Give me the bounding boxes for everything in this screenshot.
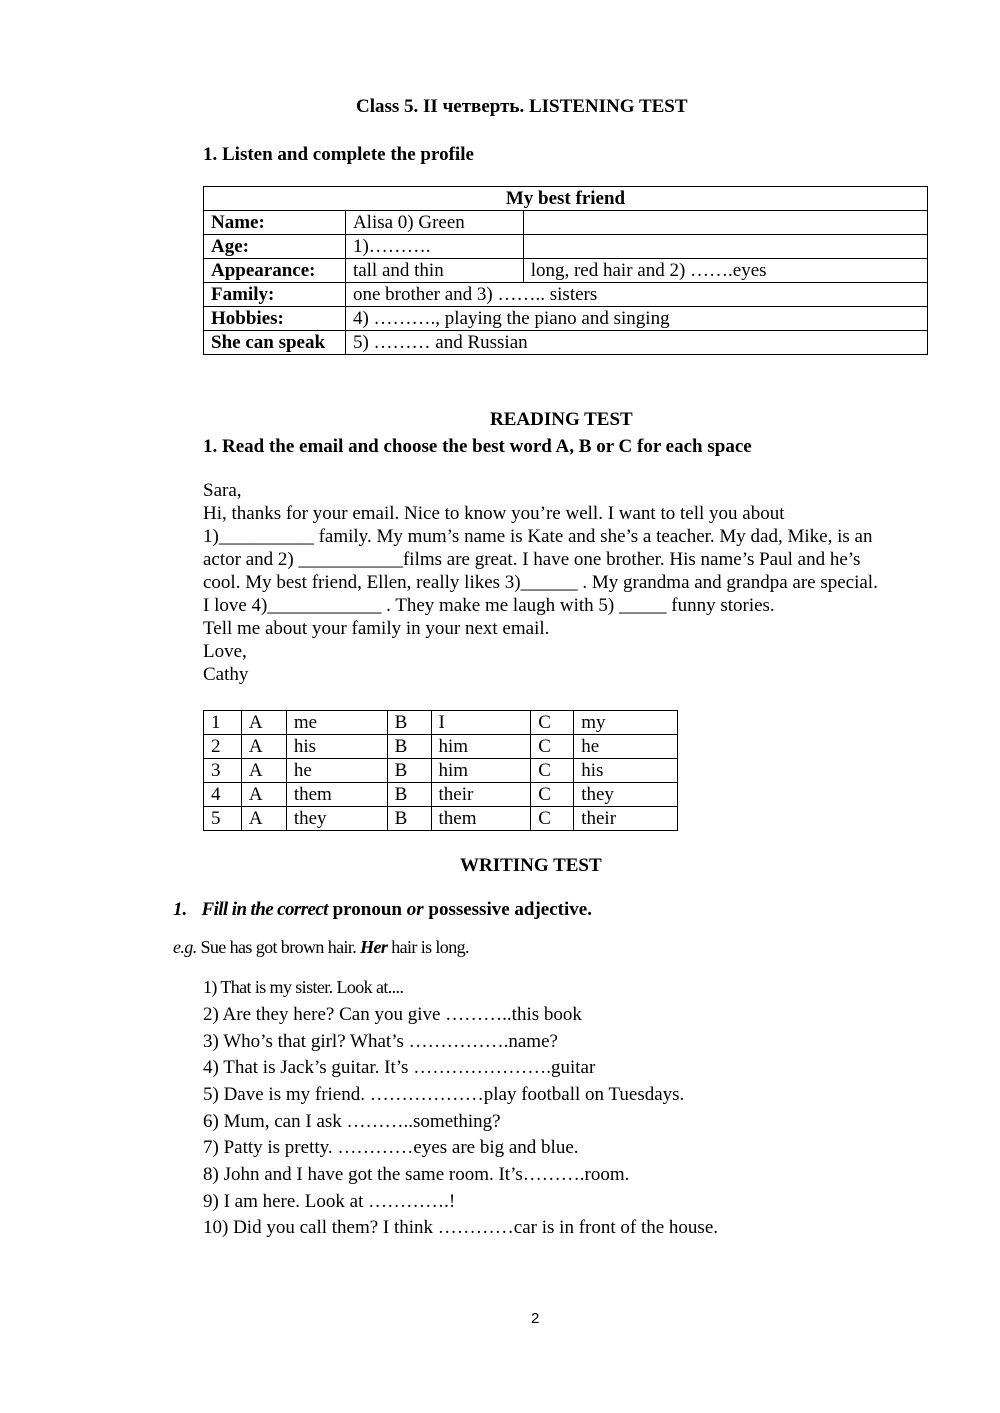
option-cell: they bbox=[286, 807, 387, 831]
profile-value: long, red hair and 2) …….eyes bbox=[523, 259, 927, 283]
profile-label: Hobbies: bbox=[204, 307, 346, 331]
table-row bbox=[204, 331, 928, 355]
email-line: Hi, thanks for your email. Nice to know you’re well. I want to tell you about bbox=[203, 503, 785, 524]
option-cell: B bbox=[387, 735, 431, 759]
option-cell: B bbox=[387, 759, 431, 783]
writing-item: 4) That is Jack’s guitar. It’s ………………….guitar bbox=[203, 1057, 596, 1078]
writing-task-title bbox=[173, 899, 592, 921]
option-cell: my bbox=[574, 711, 678, 735]
writing-item: 3) Who’s that girl? What’s …………….name? bbox=[203, 1031, 558, 1052]
writing-title: WRITING TEST bbox=[460, 855, 602, 876]
writing-item: 7) Patty is pretty. …………eyes are big and blue. bbox=[203, 1137, 579, 1158]
option-cell: me bbox=[286, 711, 387, 735]
profile-label: She can speak bbox=[204, 331, 346, 355]
profile-value: 1)………. bbox=[345, 235, 523, 259]
option-cell: he bbox=[574, 735, 678, 759]
option-cell: 1 bbox=[204, 711, 242, 735]
table-row bbox=[204, 735, 678, 759]
profile-value: 5) ……… and Russian bbox=[345, 331, 927, 355]
profile-label: Name: bbox=[204, 211, 346, 235]
table-row bbox=[204, 211, 928, 235]
table-row bbox=[204, 759, 678, 783]
example-text: hair is long. bbox=[391, 937, 469, 957]
option-cell: them bbox=[431, 807, 531, 831]
writing-item: 6) Mum, can I ask ………..something? bbox=[203, 1111, 501, 1132]
profile-table-header: My best friend bbox=[204, 187, 928, 211]
task-text: possessive adjective. bbox=[428, 899, 592, 920]
email-line: Cathy bbox=[203, 664, 249, 685]
table-row bbox=[204, 283, 928, 307]
writing-item: 5) Dave is my friend. ………………play football on Tuesdays. bbox=[203, 1084, 685, 1105]
option-cell: C bbox=[531, 783, 574, 807]
table-row bbox=[204, 235, 928, 259]
email-line: Sara, bbox=[203, 480, 242, 501]
example-eg: e.g. bbox=[173, 937, 197, 957]
email-line: I love 4)____________ . They make me laugh with 5) _____ funny stories. bbox=[203, 595, 775, 616]
writing-item: 2) Are they here? Can you give ………..this book bbox=[203, 1004, 582, 1025]
option-cell: them bbox=[286, 783, 387, 807]
option-cell: B bbox=[387, 711, 431, 735]
option-cell: A bbox=[241, 759, 286, 783]
profile-value bbox=[523, 211, 927, 235]
profile-table bbox=[203, 186, 928, 355]
option-cell: C bbox=[531, 735, 574, 759]
profile-value: Alisa 0) Green bbox=[345, 211, 523, 235]
option-cell: B bbox=[387, 807, 431, 831]
options-table bbox=[203, 710, 678, 831]
profile-value: one brother and 3) …….. sisters bbox=[345, 283, 927, 307]
option-cell: 2 bbox=[204, 735, 242, 759]
profile-value: 4) ………., playing the piano and singing bbox=[345, 307, 927, 331]
option-cell: A bbox=[241, 807, 286, 831]
option-cell: he bbox=[286, 759, 387, 783]
option-cell: C bbox=[531, 759, 574, 783]
option-cell: A bbox=[241, 735, 286, 759]
option-cell: him bbox=[431, 759, 531, 783]
page-number: 2 bbox=[531, 1310, 540, 1327]
table-row bbox=[204, 307, 928, 331]
option-cell: they bbox=[574, 783, 678, 807]
writing-item: 8) John and I have got the same room. It’s……….room. bbox=[203, 1164, 630, 1185]
option-cell: 3 bbox=[204, 759, 242, 783]
email-line: cool. My best friend, Ellen, really likes 3)______ . My grandma and grandpa are special. bbox=[203, 572, 878, 593]
option-cell: B bbox=[387, 783, 431, 807]
example-answer: Her bbox=[360, 937, 388, 957]
option-cell: I bbox=[431, 711, 531, 735]
option-cell: 4 bbox=[204, 783, 242, 807]
option-cell: their bbox=[431, 783, 531, 807]
profile-label: Age: bbox=[204, 235, 346, 259]
task-text: Fill in the correct bbox=[201, 899, 328, 920]
email-line: Tell me about your family in your next email. bbox=[203, 618, 550, 639]
writing-item: 1) That is my sister. Look at.... bbox=[203, 977, 404, 997]
writing-item: 10) Did you call them? I think …………car is in front of the house. bbox=[203, 1217, 719, 1238]
profile-label: Appearance: bbox=[204, 259, 346, 283]
profile-label: Family: bbox=[204, 283, 346, 307]
example-text: Sue has got brown hair. bbox=[200, 937, 357, 957]
option-cell: A bbox=[241, 711, 286, 735]
option-cell: A bbox=[241, 783, 286, 807]
option-cell: 5 bbox=[204, 807, 242, 831]
task-number: 1. bbox=[173, 899, 188, 920]
task-text: pronoun bbox=[332, 899, 402, 920]
table-row bbox=[204, 711, 678, 735]
profile-value bbox=[523, 235, 927, 259]
email-line: 1)__________ family. My mum’s name is Kate and she’s a teacher. My dad, Mike, is an bbox=[203, 526, 873, 547]
table-row bbox=[204, 807, 678, 831]
table-row bbox=[204, 783, 678, 807]
reading-title: READING TEST bbox=[490, 409, 633, 430]
option-cell: their bbox=[574, 807, 678, 831]
task-text: or bbox=[406, 899, 424, 920]
listening-task-title: 1. Listen and complete the profile bbox=[203, 144, 474, 165]
option-cell: C bbox=[531, 711, 574, 735]
table-row bbox=[204, 187, 928, 211]
email-line: actor and 2) ___________films are great. I have one brother. His name’s Paul and he’s bbox=[203, 549, 861, 570]
option-cell: him bbox=[431, 735, 531, 759]
option-cell: his bbox=[574, 759, 678, 783]
listening-title: Class 5. II четверть. LISTENING TEST bbox=[356, 96, 688, 117]
reading-task-title: 1. Read the email and choose the best word A, B or C for each space bbox=[203, 436, 752, 457]
table-row bbox=[204, 259, 928, 283]
option-cell: C bbox=[531, 807, 574, 831]
email-text bbox=[203, 479, 878, 686]
email-line: Love, bbox=[203, 641, 247, 662]
example-line bbox=[173, 937, 469, 958]
profile-value: tall and thin bbox=[345, 259, 523, 283]
writing-item: 9) I am here. Look at ………….! bbox=[203, 1191, 456, 1212]
option-cell: his bbox=[286, 735, 387, 759]
